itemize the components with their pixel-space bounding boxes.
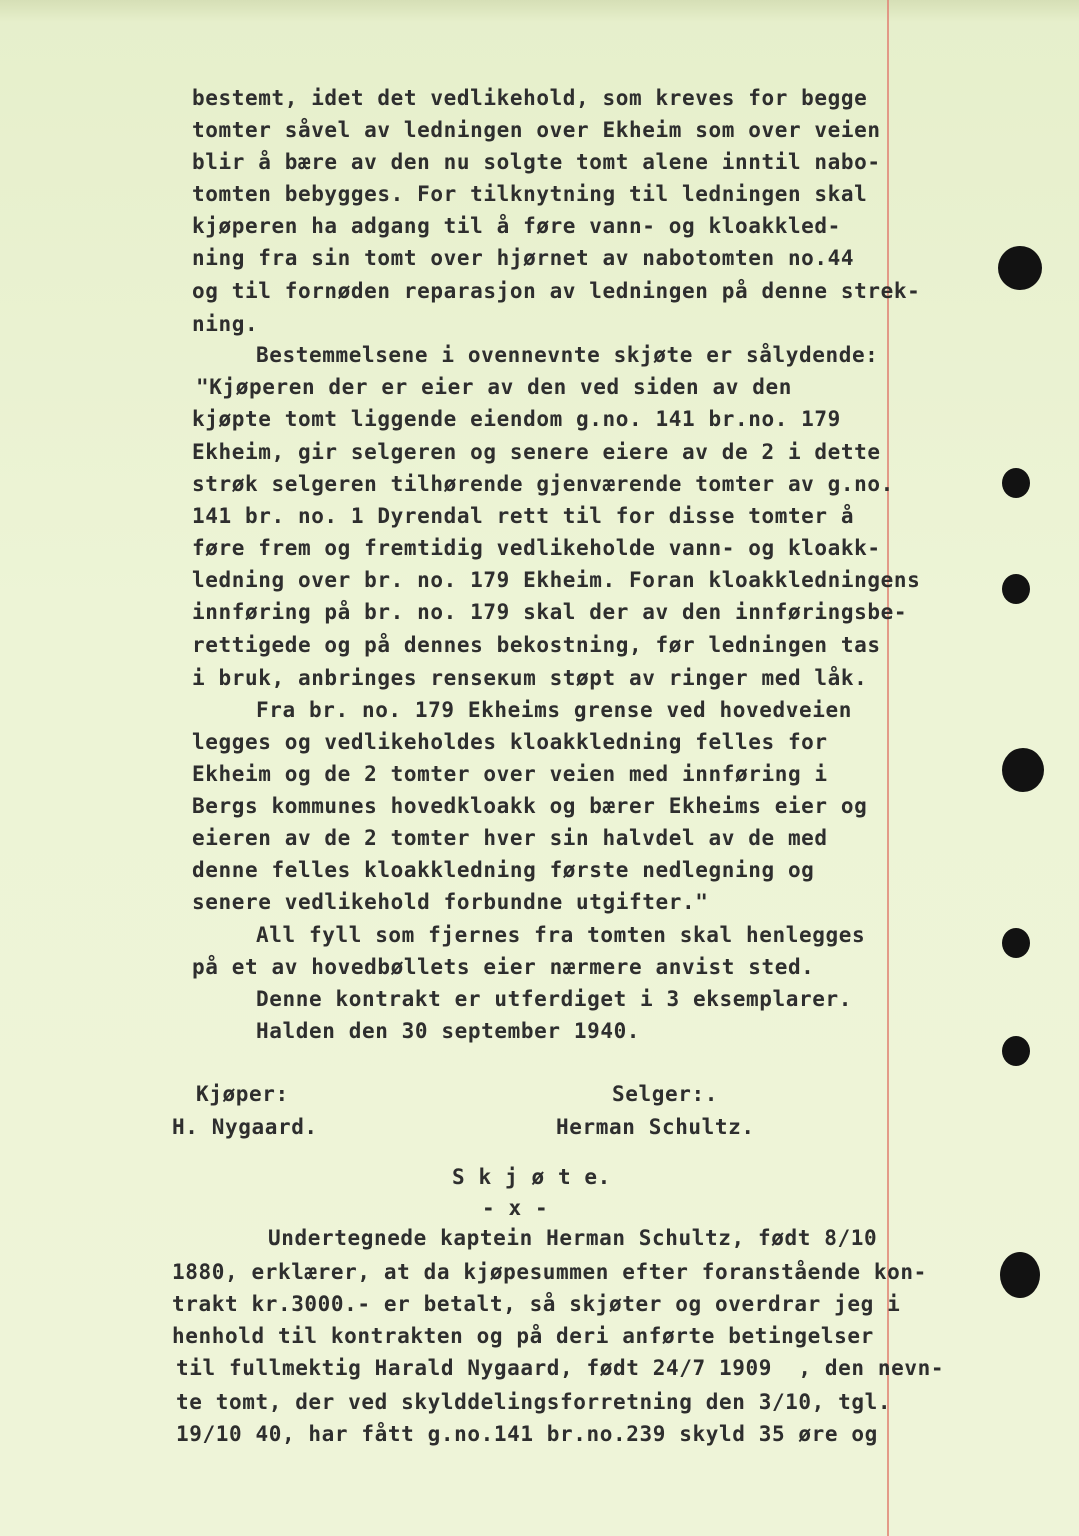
binder-hole (1002, 928, 1030, 958)
text-line: strøk selgeren tilhørende gjenværende tomter av g.no. (192, 472, 894, 496)
binder-hole (998, 246, 1042, 290)
deed-line: trakt kr.3000.- er betalt, så skjøter og overdrar jeg i (172, 1292, 901, 1316)
text-line: kjøpte tomt liggende eiendom g.no. 141 br.no. 179 (192, 407, 841, 431)
text-line: føre frem og fremtidig vedlikeholde vann- og kloakk- (192, 536, 881, 560)
binder-hole (1002, 748, 1044, 792)
binder-hole (1000, 1252, 1040, 1298)
binder-hole (1002, 574, 1030, 604)
text-line: kjøperen ha adgang til å føre vann- og kloakkled- (192, 214, 841, 238)
binder-hole (1002, 1036, 1030, 1066)
text-line: rettigede og på dennes bekostning, før ledningen tas (192, 633, 881, 657)
deed-line: 19/10 40, har fått g.no.141 br.no.239 skyld 35 øre og (176, 1422, 878, 1446)
text-line: Bergs kommunes hovedkloakk og bærer Ekheims eier og (192, 794, 868, 818)
text-line: innføring på br. no. 179 skal der av den innføringsbe- (192, 600, 908, 624)
deed-line: Undertegnede kaptein Herman Schultz, født 8/10 (268, 1226, 878, 1250)
text-line: Denne kontrakt er utferdiget i 3 eksemplarer. (256, 987, 852, 1011)
text-line: All fyll som fjernes fra tomten skal henlegges (256, 923, 866, 947)
text-line: 141 br. no. 1 Dyrendal rett til for disse tomter å (192, 504, 855, 528)
text-line: Bestemmelsene i ovennevnte skjøte er sålydende: (256, 343, 879, 367)
text-line: Ekheim og de 2 tomter over veien med innføring i (192, 762, 828, 786)
buyer-label: Kjøper: (196, 1082, 289, 1106)
deed-line: til fullmektig Harald Nygaard, født 24/7 1909 , den nevn- (176, 1356, 945, 1380)
buyer-name: H. Nygaard. (172, 1115, 318, 1139)
text-line: og til fornøden reparasjon av ledningen på denne strek- (192, 279, 921, 303)
scan-top-edge (0, 0, 1079, 22)
text-line: senere vedlikehold forbundne utgifter." (192, 890, 709, 914)
seller-label: Selger:. (612, 1082, 718, 1106)
deed-line: te tomt, der ved skylddelingsforretning den 3/10, tgl. (176, 1390, 892, 1414)
deed-line: henhold til kontrakten og på deri anførte betingelser (172, 1324, 874, 1348)
text-line: i bruk, anbringes renseкum støpt av ringer med låk. (192, 666, 868, 690)
text-line: på et av hovedbøllets eier nærmere anvist sted. (192, 955, 815, 979)
deed-separator: - x - (482, 1196, 549, 1220)
text-line: ning fra sin tomt over hjørnet av nabotomten no.44 (192, 246, 855, 270)
text-line: ning. (192, 312, 259, 336)
seller-name: Herman Schultz. (556, 1115, 755, 1139)
text-line: blir å bære av den nu solgte tomt alene inntil nabo- (192, 150, 881, 174)
text-line: tomter såvel av ledningen over Ekheim som over veien (192, 118, 881, 142)
text-line: denne felles kloakkledning første nedlegning og (192, 858, 815, 882)
text-line: ledning over br. no. 179 Ekheim. Foran kloakkledningens (192, 568, 921, 592)
binder-hole (1002, 468, 1030, 498)
text-line: eieren av de 2 tomter hver sin halvdel av de med (192, 826, 828, 850)
text-line: bestemt, idet det vedlikehold, som kreves for begge (192, 86, 868, 110)
text-line: Halden den 30 september 1940. (256, 1019, 641, 1043)
text-line: "Kjøperen der er eier av den ved siden av den (196, 375, 792, 399)
deed-title: S k j ø t e. (452, 1165, 611, 1189)
deed-line: 1880, erklærer, at da kjøpesummen efter foranstående kon- (172, 1260, 927, 1284)
text-line: legges og vedlikeholdes kloakkledning felles for (192, 730, 828, 754)
text-line: tomten bebygges. For tilknytning til ledningen skal (192, 182, 868, 206)
text-line: Fra br. no. 179 Ekheims grense ved hovedveien (256, 698, 852, 722)
text-line: Ekheim, gir selgeren og senere eiere av de 2 i dette (192, 440, 881, 464)
